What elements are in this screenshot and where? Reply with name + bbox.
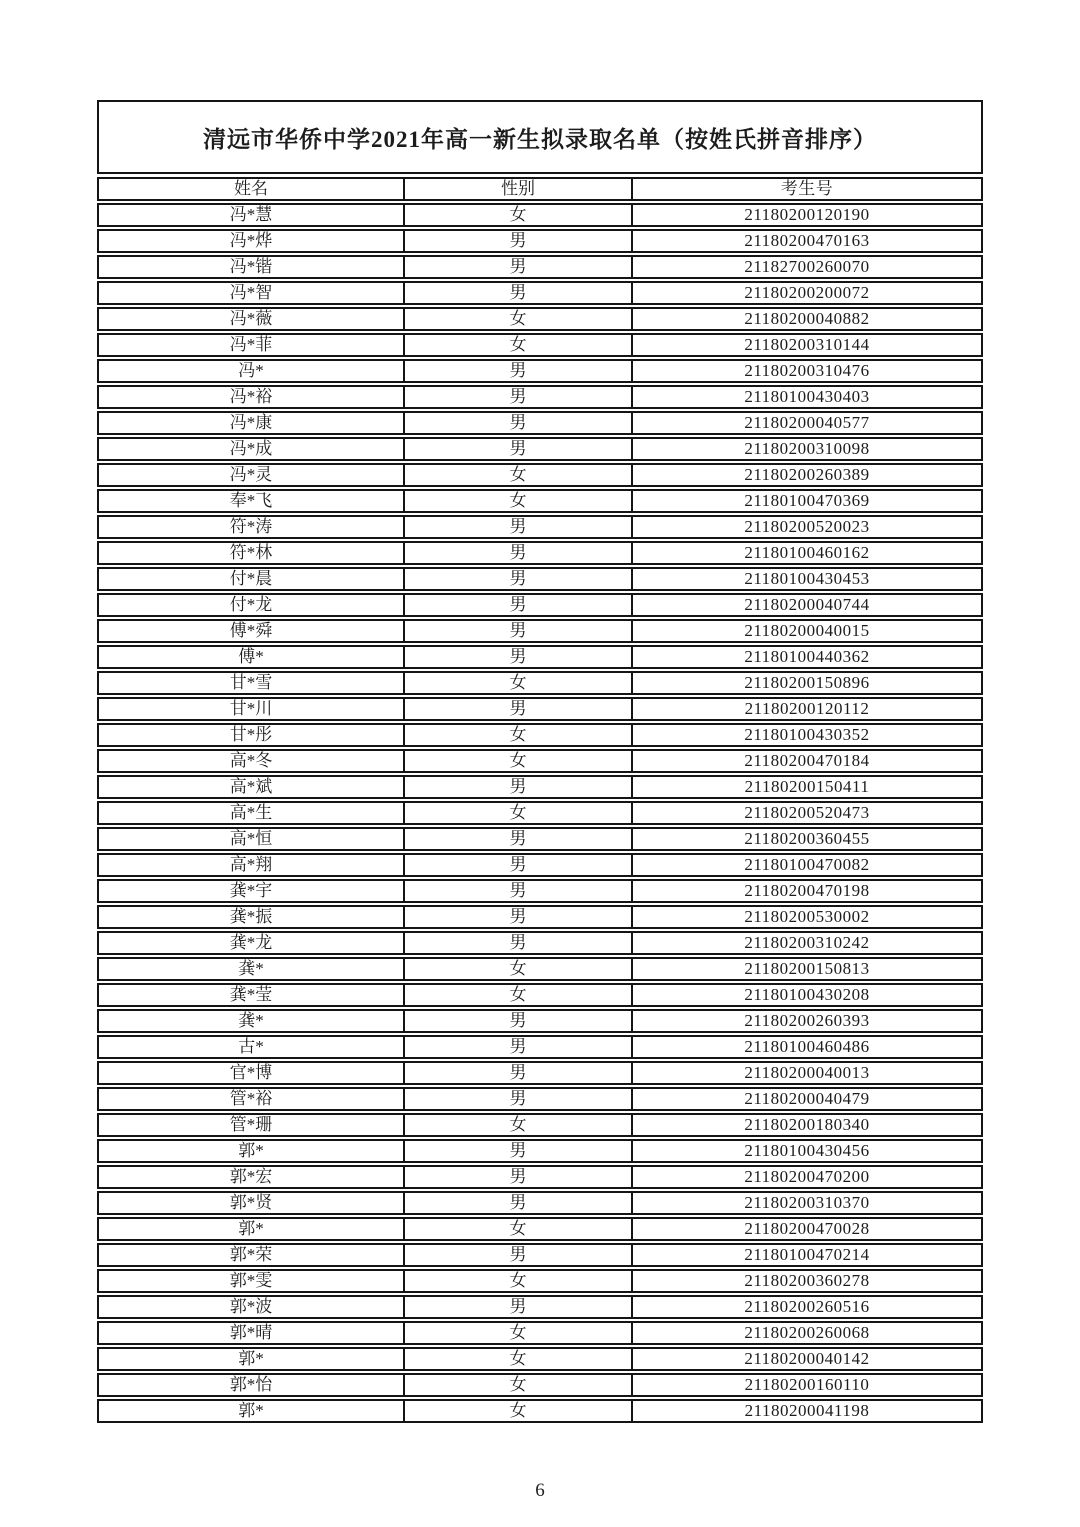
student-name: 郭*雯 xyxy=(97,1269,405,1293)
student-gender: 女 xyxy=(405,307,633,331)
table-row xyxy=(97,515,983,539)
student-gender: 女 xyxy=(405,749,633,773)
student-name: 傅*舜 xyxy=(97,619,405,643)
student-gender: 女 xyxy=(405,333,633,357)
candidate-number: 21180100430403 xyxy=(633,385,983,409)
student-name: 管*珊 xyxy=(97,1113,405,1137)
candidate-number: 21180200260393 xyxy=(633,1009,983,1033)
student-name: 奉*飞 xyxy=(97,489,405,513)
candidate-number: 21180200120112 xyxy=(633,697,983,721)
table-row xyxy=(97,671,983,695)
student-name: 官*博 xyxy=(97,1061,405,1085)
table-title-box xyxy=(97,100,983,174)
student-gender: 女 xyxy=(405,671,633,695)
table-title: 清远市华侨中学2021年高一新生拟录取名单（按姓氏拼音排序） xyxy=(203,126,877,152)
student-name: 冯*慧 xyxy=(97,203,405,227)
table-row xyxy=(97,1061,983,1085)
student-gender: 男 xyxy=(405,853,633,877)
student-gender: 女 xyxy=(405,1373,633,1397)
candidate-number: 21180200150411 xyxy=(633,775,983,799)
table-row xyxy=(97,1321,983,1345)
candidate-number: 21180100440362 xyxy=(633,645,983,669)
student-gender: 男 xyxy=(405,1035,633,1059)
candidate-number: 21180200260068 xyxy=(633,1321,983,1345)
table-row xyxy=(97,619,983,643)
table-row xyxy=(97,567,983,591)
student-name: 甘*雪 xyxy=(97,671,405,695)
student-name: 冯*薇 xyxy=(97,307,405,331)
student-gender: 女 xyxy=(405,1399,633,1423)
student-gender: 男 xyxy=(405,619,633,643)
table-row xyxy=(97,281,983,305)
student-gender: 男 xyxy=(405,385,633,409)
table-row xyxy=(97,1269,983,1293)
student-name: 符*涛 xyxy=(97,515,405,539)
table-row xyxy=(97,775,983,799)
table-row xyxy=(97,489,983,513)
student-name: 龚*宇 xyxy=(97,879,405,903)
candidate-number: 21180100460486 xyxy=(633,1035,983,1059)
student-gender: 女 xyxy=(405,463,633,487)
student-gender: 男 xyxy=(405,567,633,591)
table-row xyxy=(97,541,983,565)
header-gender: 性别 xyxy=(405,177,633,201)
table-row xyxy=(97,1373,983,1397)
table-row xyxy=(97,437,983,461)
table-row xyxy=(97,229,983,253)
student-name: 高*斌 xyxy=(97,775,405,799)
student-gender: 男 xyxy=(405,879,633,903)
candidate-number: 21180100430456 xyxy=(633,1139,983,1163)
candidate-number: 21180200470198 xyxy=(633,879,983,903)
student-gender: 男 xyxy=(405,645,633,669)
table-row xyxy=(97,801,983,825)
candidate-number: 21180200310098 xyxy=(633,437,983,461)
candidate-number: 21180200040577 xyxy=(633,411,983,435)
student-name: 郭* xyxy=(97,1399,405,1423)
candidate-number: 21180200260516 xyxy=(633,1295,983,1319)
candidate-number: 21180100430352 xyxy=(633,723,983,747)
student-gender: 女 xyxy=(405,489,633,513)
student-name: 郭* xyxy=(97,1217,405,1241)
candidate-number: 21180200160110 xyxy=(633,1373,983,1397)
candidate-number: 21180200520473 xyxy=(633,801,983,825)
student-name: 冯*康 xyxy=(97,411,405,435)
student-gender: 男 xyxy=(405,1139,633,1163)
table-row xyxy=(97,1139,983,1163)
student-name: 冯*菲 xyxy=(97,333,405,357)
table-row xyxy=(97,723,983,747)
table-row xyxy=(97,255,983,279)
candidate-number: 21180200360455 xyxy=(633,827,983,851)
table-row xyxy=(97,879,983,903)
header-candidate-number: 考生号 xyxy=(633,177,983,201)
student-name: 龚*龙 xyxy=(97,931,405,955)
candidate-number: 21180200040015 xyxy=(633,619,983,643)
candidate-number: 21180200470163 xyxy=(633,229,983,253)
table-row xyxy=(97,385,983,409)
student-name: 郭*贤 xyxy=(97,1191,405,1215)
student-gender: 男 xyxy=(405,931,633,955)
student-gender: 男 xyxy=(405,1243,633,1267)
table-row xyxy=(97,931,983,955)
candidate-number: 21180200470200 xyxy=(633,1165,983,1189)
candidate-number: 21180200310242 xyxy=(633,931,983,955)
candidate-number: 21180200150813 xyxy=(633,957,983,981)
student-gender: 男 xyxy=(405,1295,633,1319)
student-name: 傅* xyxy=(97,645,405,669)
table-row xyxy=(97,1035,983,1059)
candidate-number: 21180200040882 xyxy=(633,307,983,331)
candidate-number: 21180200040744 xyxy=(633,593,983,617)
student-gender: 女 xyxy=(405,723,633,747)
table-row xyxy=(97,1191,983,1215)
student-gender: 男 xyxy=(405,1061,633,1085)
student-gender: 女 xyxy=(405,1347,633,1371)
student-gender: 女 xyxy=(405,1269,633,1293)
student-name: 冯*锴 xyxy=(97,255,405,279)
table-row xyxy=(97,463,983,487)
candidate-number: 21180200040142 xyxy=(633,1347,983,1371)
page-number: 6 xyxy=(535,1480,545,1501)
student-name: 郭* xyxy=(97,1139,405,1163)
candidate-number: 21180200310144 xyxy=(633,333,983,357)
candidate-number: 21180100430208 xyxy=(633,983,983,1007)
table-row xyxy=(97,1113,983,1137)
candidate-number: 21182700260070 xyxy=(633,255,983,279)
candidate-number: 21180200200072 xyxy=(633,281,983,305)
student-name: 龚*振 xyxy=(97,905,405,929)
table-row xyxy=(97,827,983,851)
student-name: 管*裕 xyxy=(97,1087,405,1111)
candidate-number: 21180200530002 xyxy=(633,905,983,929)
candidate-number: 21180200520023 xyxy=(633,515,983,539)
student-name: 龚* xyxy=(97,957,405,981)
student-gender: 男 xyxy=(405,593,633,617)
student-name: 冯*裕 xyxy=(97,385,405,409)
student-gender: 男 xyxy=(405,1009,633,1033)
student-name: 付*龙 xyxy=(97,593,405,617)
table-row xyxy=(97,1347,983,1371)
table-row xyxy=(97,853,983,877)
table-row xyxy=(97,1009,983,1033)
student-name: 冯*灵 xyxy=(97,463,405,487)
student-name: 甘*彤 xyxy=(97,723,405,747)
student-gender: 男 xyxy=(405,411,633,435)
table-row xyxy=(97,957,983,981)
student-name: 郭*波 xyxy=(97,1295,405,1319)
table-row xyxy=(97,1243,983,1267)
candidate-number: 21180200041198 xyxy=(633,1399,983,1423)
student-name: 郭*宏 xyxy=(97,1165,405,1189)
table-row xyxy=(97,411,983,435)
student-name: 付*晨 xyxy=(97,567,405,591)
student-gender: 女 xyxy=(405,983,633,1007)
table-row xyxy=(97,1217,983,1241)
student-gender: 男 xyxy=(405,541,633,565)
table-row xyxy=(97,203,983,227)
candidate-number: 21180200470028 xyxy=(633,1217,983,1241)
table-row xyxy=(97,1295,983,1319)
student-gender: 男 xyxy=(405,437,633,461)
table-row xyxy=(97,749,983,773)
table-row xyxy=(97,1165,983,1189)
table-row xyxy=(97,983,983,1007)
table-row xyxy=(97,307,983,331)
student-gender: 男 xyxy=(405,1165,633,1189)
student-gender: 男 xyxy=(405,775,633,799)
student-name: 高*生 xyxy=(97,801,405,825)
candidate-number: 21180100470214 xyxy=(633,1243,983,1267)
student-gender: 男 xyxy=(405,1191,633,1215)
student-gender: 女 xyxy=(405,1217,633,1241)
student-gender: 女 xyxy=(405,1113,633,1137)
student-name: 甘*川 xyxy=(97,697,405,721)
candidate-number: 21180200180340 xyxy=(633,1113,983,1137)
student-gender: 男 xyxy=(405,827,633,851)
student-name: 冯*智 xyxy=(97,281,405,305)
candidate-number: 21180200310476 xyxy=(633,359,983,383)
student-name: 古* xyxy=(97,1035,405,1059)
table-row xyxy=(97,905,983,929)
candidate-number: 21180200360278 xyxy=(633,1269,983,1293)
candidate-number: 21180200260389 xyxy=(633,463,983,487)
table-row xyxy=(97,1087,983,1111)
candidate-number: 21180200040013 xyxy=(633,1061,983,1085)
student-name: 符*林 xyxy=(97,541,405,565)
candidate-number: 21180200040479 xyxy=(633,1087,983,1111)
student-name: 冯* xyxy=(97,359,405,383)
student-name: 郭*荣 xyxy=(97,1243,405,1267)
candidate-number: 21180100460162 xyxy=(633,541,983,565)
header-name: 姓名 xyxy=(97,177,405,201)
candidate-number: 21180200150896 xyxy=(633,671,983,695)
table-row xyxy=(97,593,983,617)
candidate-number: 21180200120190 xyxy=(633,203,983,227)
student-name: 冯*成 xyxy=(97,437,405,461)
student-name: 龚* xyxy=(97,1009,405,1033)
student-name: 高*恒 xyxy=(97,827,405,851)
candidate-number: 21180200470184 xyxy=(633,749,983,773)
student-gender: 男 xyxy=(405,697,633,721)
table-header-row xyxy=(97,177,983,201)
student-gender: 男 xyxy=(405,1087,633,1111)
student-gender: 男 xyxy=(405,255,633,279)
candidate-number: 21180100430453 xyxy=(633,567,983,591)
student-name: 郭*晴 xyxy=(97,1321,405,1345)
student-gender: 女 xyxy=(405,1321,633,1345)
student-name: 高*冬 xyxy=(97,749,405,773)
table-row xyxy=(97,359,983,383)
student-name: 冯*烨 xyxy=(97,229,405,253)
student-gender: 女 xyxy=(405,203,633,227)
student-gender: 男 xyxy=(405,905,633,929)
student-name: 郭*怡 xyxy=(97,1373,405,1397)
candidate-number: 21180100470369 xyxy=(633,489,983,513)
student-name: 郭* xyxy=(97,1347,405,1371)
candidate-number: 21180200310370 xyxy=(633,1191,983,1215)
student-gender: 男 xyxy=(405,515,633,539)
student-gender: 男 xyxy=(405,359,633,383)
table-row xyxy=(97,645,983,669)
admission-list-document xyxy=(97,100,983,1425)
candidate-number: 21180100470082 xyxy=(633,853,983,877)
student-gender: 男 xyxy=(405,229,633,253)
student-name: 龚*莹 xyxy=(97,983,405,1007)
student-gender: 女 xyxy=(405,801,633,825)
student-gender: 女 xyxy=(405,957,633,981)
table-row xyxy=(97,333,983,357)
table-row xyxy=(97,1399,983,1423)
student-name: 高*翔 xyxy=(97,853,405,877)
student-gender: 男 xyxy=(405,281,633,305)
table-row xyxy=(97,697,983,721)
table-body xyxy=(97,203,983,1423)
